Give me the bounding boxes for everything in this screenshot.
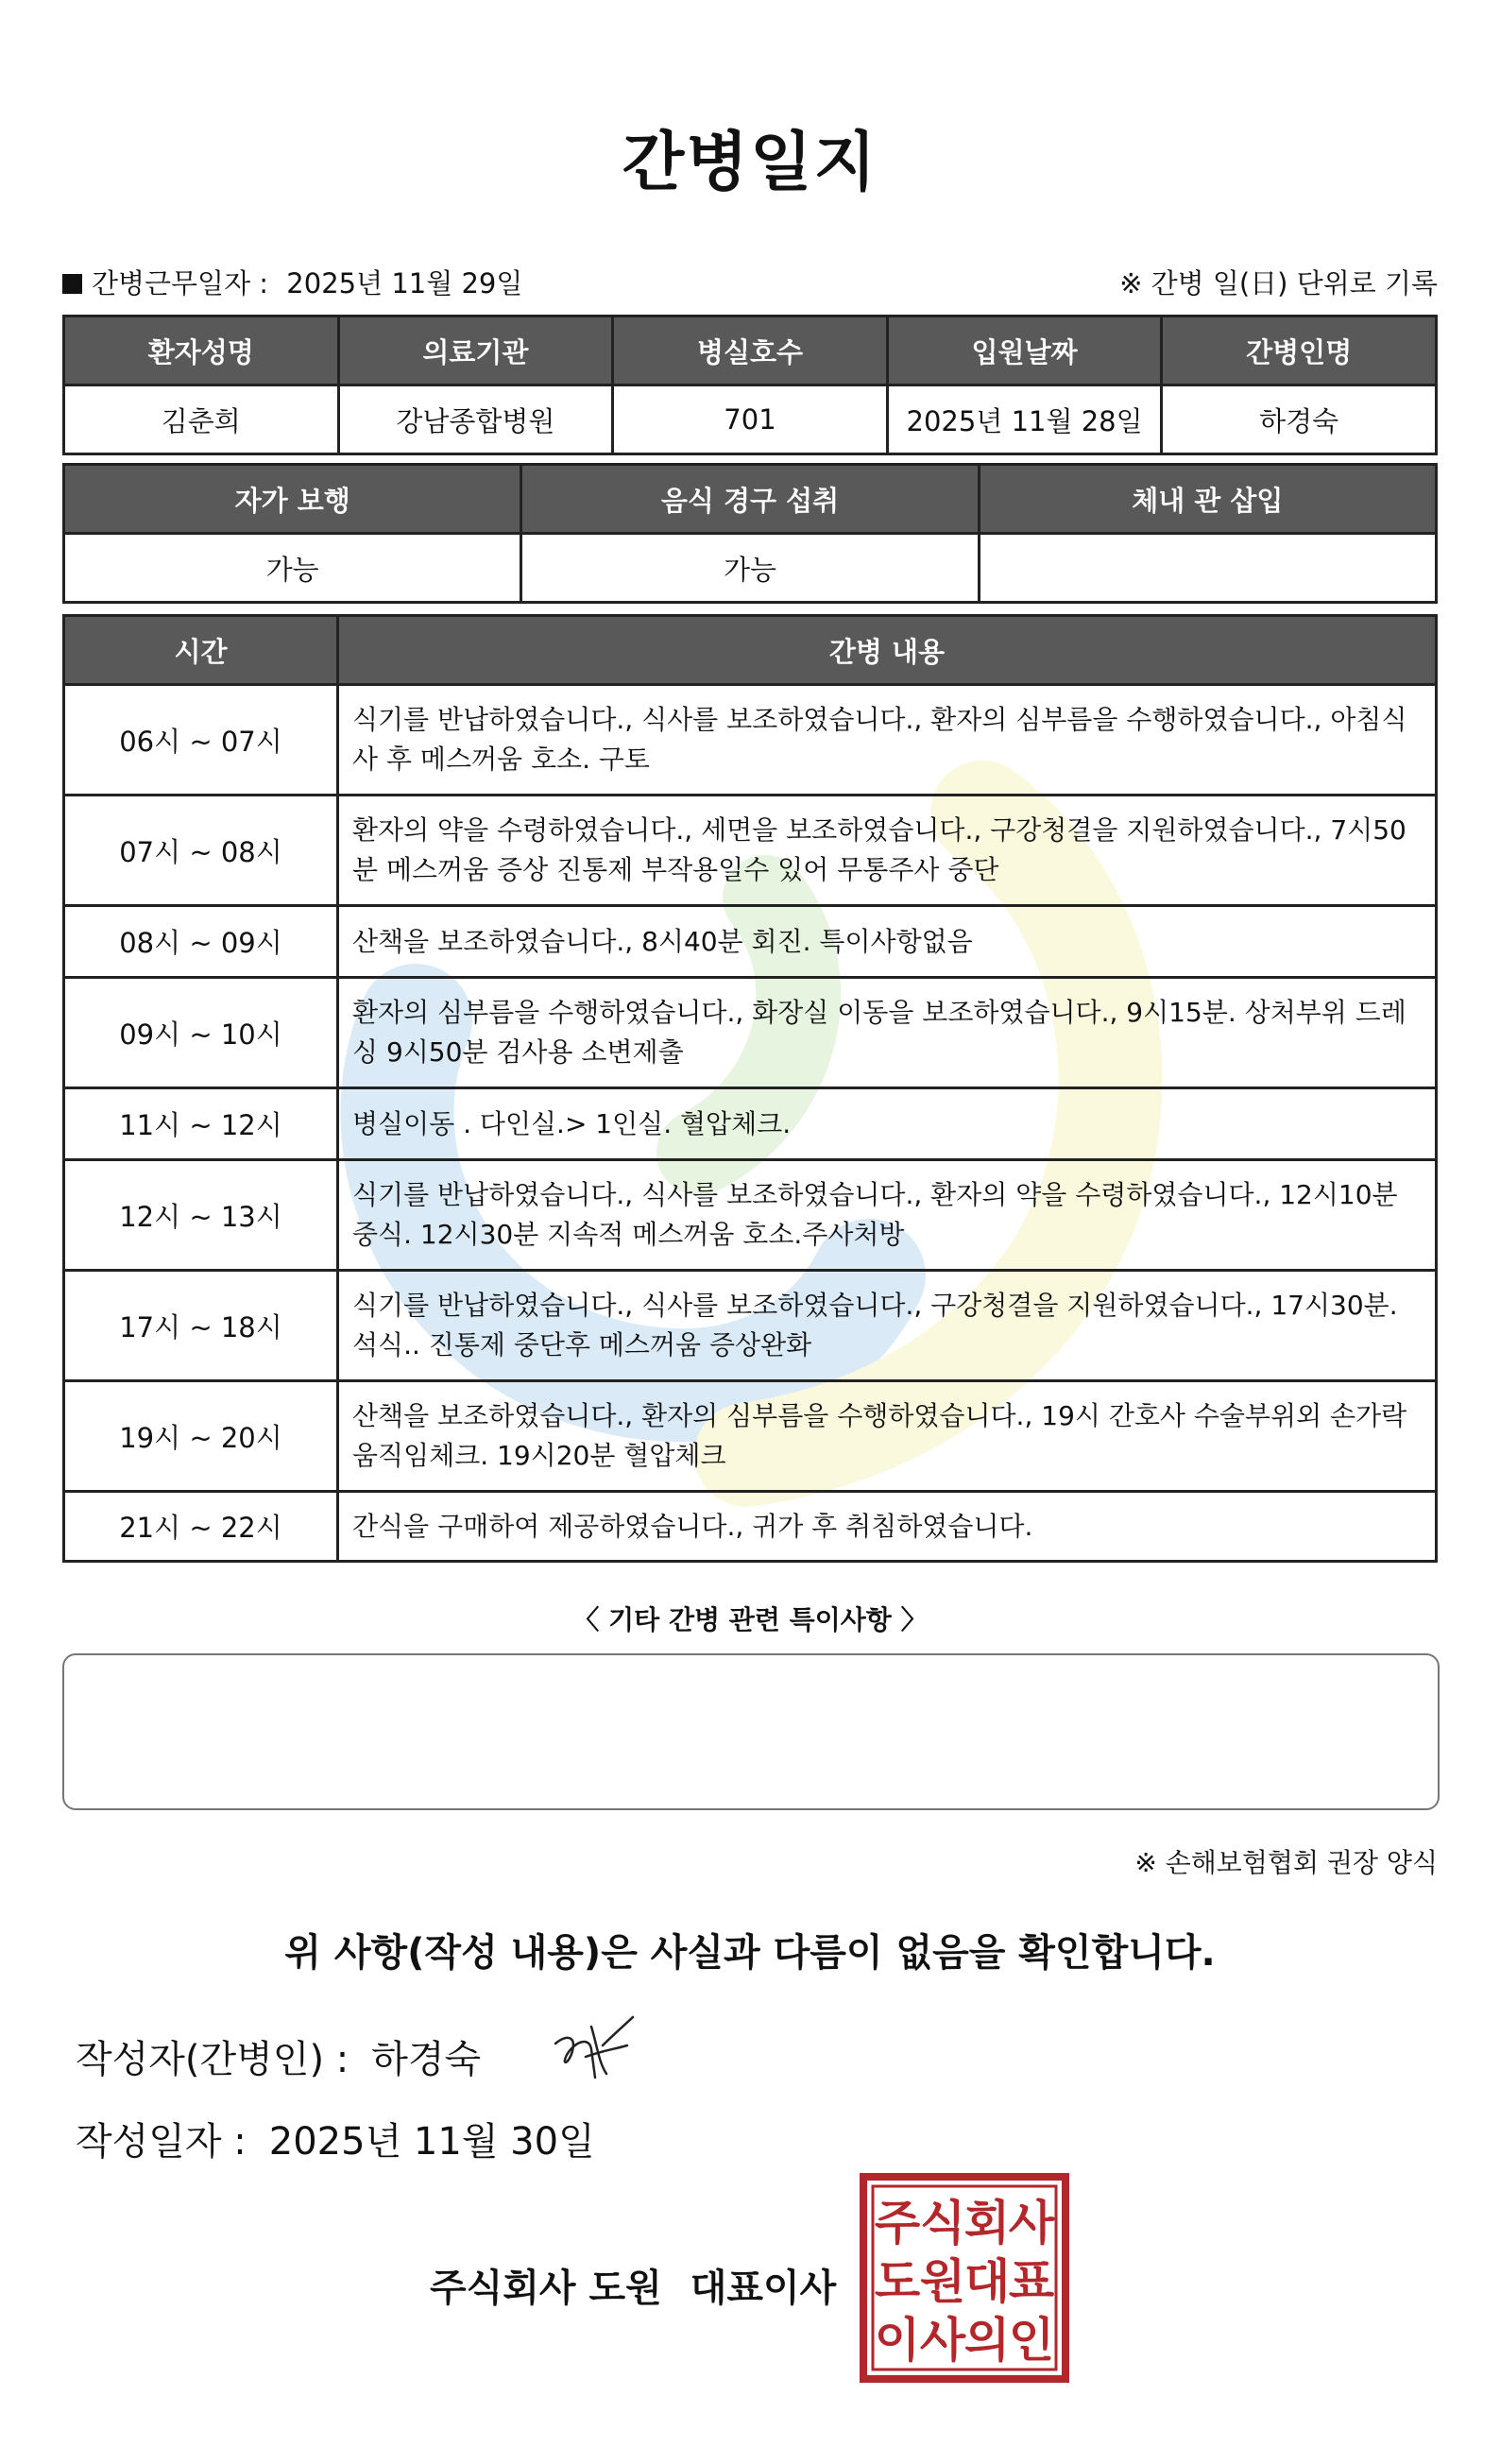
svg-text:의: 의 bbox=[963, 2313, 1011, 2368]
log-time: 06시 ~ 07시 bbox=[64, 685, 338, 796]
log-row bbox=[64, 1492, 1437, 1562]
header-oral-intake: 음식 경구 섭취 bbox=[521, 465, 979, 534]
care-log-table bbox=[62, 614, 1438, 1563]
patient-value-row bbox=[64, 385, 1437, 454]
patient-name: 김춘희 bbox=[64, 385, 339, 454]
svg-text:회: 회 bbox=[963, 2196, 1011, 2250]
log-content: 식기를 반납하였습니다., 식사를 보조하였습니다., 구강청결을 지원하였습니다., 17시30분. 석식.. 진통제 중단후 메스꺼움 증상완화 bbox=[338, 1271, 1437, 1381]
log-row bbox=[64, 685, 1437, 796]
company-line bbox=[430, 2258, 836, 2312]
record-note: ※ 간병 일(日) 단위로 기록 bbox=[1119, 267, 1438, 299]
caregiver-name: 하경숙 bbox=[1162, 385, 1437, 454]
header-caregiver-name: 간병인명 bbox=[1162, 317, 1437, 385]
room-number: 701 bbox=[613, 385, 888, 454]
log-content: 병실이동 . 다인실.> 1인실. 혈압체크. bbox=[338, 1088, 1437, 1160]
log-row bbox=[64, 1088, 1437, 1160]
header-patient-name: 환자성명 bbox=[64, 317, 339, 385]
work-date bbox=[62, 263, 522, 301]
log-time: 09시 ~ 10시 bbox=[64, 978, 338, 1088]
special-notes-box[interactable] bbox=[62, 1653, 1440, 1810]
work-date-value: 2025년 11월 29일 bbox=[286, 267, 523, 299]
header-tube-insertion: 체내 관 삽입 bbox=[979, 465, 1436, 534]
header-admission-date: 입원날짜 bbox=[887, 317, 1162, 385]
recommend-note: ※ 손해보험협회 권장 양식 bbox=[1134, 1847, 1438, 1878]
log-row bbox=[64, 1381, 1437, 1492]
header-time: 시간 bbox=[64, 616, 338, 685]
log-row bbox=[64, 906, 1437, 978]
written-date-value: 2025년 11월 30일 bbox=[268, 2120, 595, 2164]
svg-text:이: 이 bbox=[874, 2313, 921, 2368]
svg-text:사: 사 bbox=[1008, 2196, 1055, 2250]
status-value-row bbox=[64, 534, 1437, 603]
log-content: 환자의 약을 수령하였습니다., 세면을 보조하였습니다., 구강청결을 지원하였습니다., 7시50분 메스꺼움 증상 진통제 부작용일수 있어 무통주사 중단 bbox=[338, 796, 1437, 906]
log-time: 12시 ~ 13시 bbox=[64, 1160, 338, 1271]
admission-date: 2025년 11월 28일 bbox=[887, 385, 1162, 454]
svg-text:식: 식 bbox=[919, 2196, 966, 2250]
log-time: 11시 ~ 12시 bbox=[64, 1088, 338, 1160]
oral-intake-value: 가능 bbox=[521, 534, 979, 603]
log-header-row bbox=[64, 616, 1437, 685]
svg-text:대: 대 bbox=[963, 2254, 1011, 2309]
self-walking-value: 가능 bbox=[64, 534, 521, 603]
square-bullet-icon bbox=[62, 274, 82, 294]
work-date-label: 간병근무일자 : bbox=[92, 267, 269, 299]
representative-title: 대표이사 bbox=[690, 2267, 837, 2310]
written-date-line bbox=[76, 2112, 595, 2165]
log-row bbox=[64, 796, 1437, 906]
status-header-row bbox=[64, 465, 1437, 534]
log-time: 08시 ~ 09시 bbox=[64, 906, 338, 978]
header-room: 병실호수 bbox=[613, 317, 888, 385]
header-hospital: 의료기관 bbox=[338, 317, 613, 385]
written-date-label: 작성일자 : bbox=[76, 2120, 247, 2164]
svg-text:표: 표 bbox=[1008, 2254, 1055, 2309]
company-seal-icon bbox=[860, 2173, 1069, 2383]
company-name: 주식회사 도원 bbox=[430, 2267, 662, 2310]
hospital-name: 강남종합병원 bbox=[338, 385, 613, 454]
svg-text:원: 원 bbox=[919, 2254, 966, 2309]
log-content: 식기를 반납하였습니다., 식사를 보조하였습니다., 환자의 심부름을 수행하였습니다., 아침식사 후 메스꺼움 호소. 구토 bbox=[338, 685, 1437, 796]
tube-insertion-value bbox=[979, 534, 1436, 603]
svg-text:인: 인 bbox=[1008, 2313, 1055, 2368]
log-row bbox=[64, 1271, 1437, 1381]
log-content: 산책을 보조하였습니다., 환자의 심부름을 수행하였습니다., 19시 간호사 수술부위외 손가락 움직임체크. 19시20분 혈압체크 bbox=[338, 1381, 1437, 1492]
log-content: 간식을 구매하여 제공하였습니다., 귀가 후 취침하였습니다. bbox=[338, 1492, 1437, 1562]
log-content: 산책을 보조하였습니다., 8시40분 회진. 특이사항없음 bbox=[338, 906, 1437, 978]
log-content: 환자의 심부름을 수행하였습니다., 화장실 이동을 보조하였습니다., 9시15분. 상처부위 드레싱 9시50분 검사용 소변제출 bbox=[338, 978, 1437, 1088]
log-content: 식기를 반납하였습니다., 식사를 보조하였습니다., 환자의 약을 수령하였습니다., 12시10분 중식. 12시30분 지속적 메스꺼움 호소.주사처방 bbox=[338, 1160, 1437, 1271]
signature-icon bbox=[548, 2008, 642, 2093]
svg-text:도: 도 bbox=[874, 2254, 921, 2309]
patient-status-table bbox=[62, 463, 1438, 604]
header-self-walking: 자가 보행 bbox=[64, 465, 521, 534]
patient-header-row bbox=[64, 317, 1437, 385]
confirmation-statement: 위 사항(작성 내용)은 사실과 다름이 없음을 확인합니다. bbox=[284, 1931, 1216, 1975]
log-row bbox=[64, 978, 1437, 1088]
document-title: 간병일지 bbox=[622, 126, 878, 200]
writer-line bbox=[76, 2029, 481, 2083]
log-time: 17시 ~ 18시 bbox=[64, 1271, 338, 1381]
writer-label: 작성자(간병인) : bbox=[76, 2038, 349, 2081]
svg-text:주: 주 bbox=[874, 2196, 921, 2250]
log-time: 21시 ~ 22시 bbox=[64, 1492, 338, 1562]
special-notes-label: 〈 기타 간병 관련 특이사항 〉 bbox=[572, 1604, 928, 1635]
log-time: 07시 ~ 08시 bbox=[64, 796, 338, 906]
svg-text:사: 사 bbox=[919, 2313, 966, 2368]
log-row bbox=[64, 1160, 1437, 1271]
patient-info-table bbox=[62, 315, 1438, 455]
writer-name: 하경숙 bbox=[371, 2038, 482, 2081]
log-time: 19시 ~ 20시 bbox=[64, 1381, 338, 1492]
header-care-content: 간병 내용 bbox=[338, 616, 1437, 685]
